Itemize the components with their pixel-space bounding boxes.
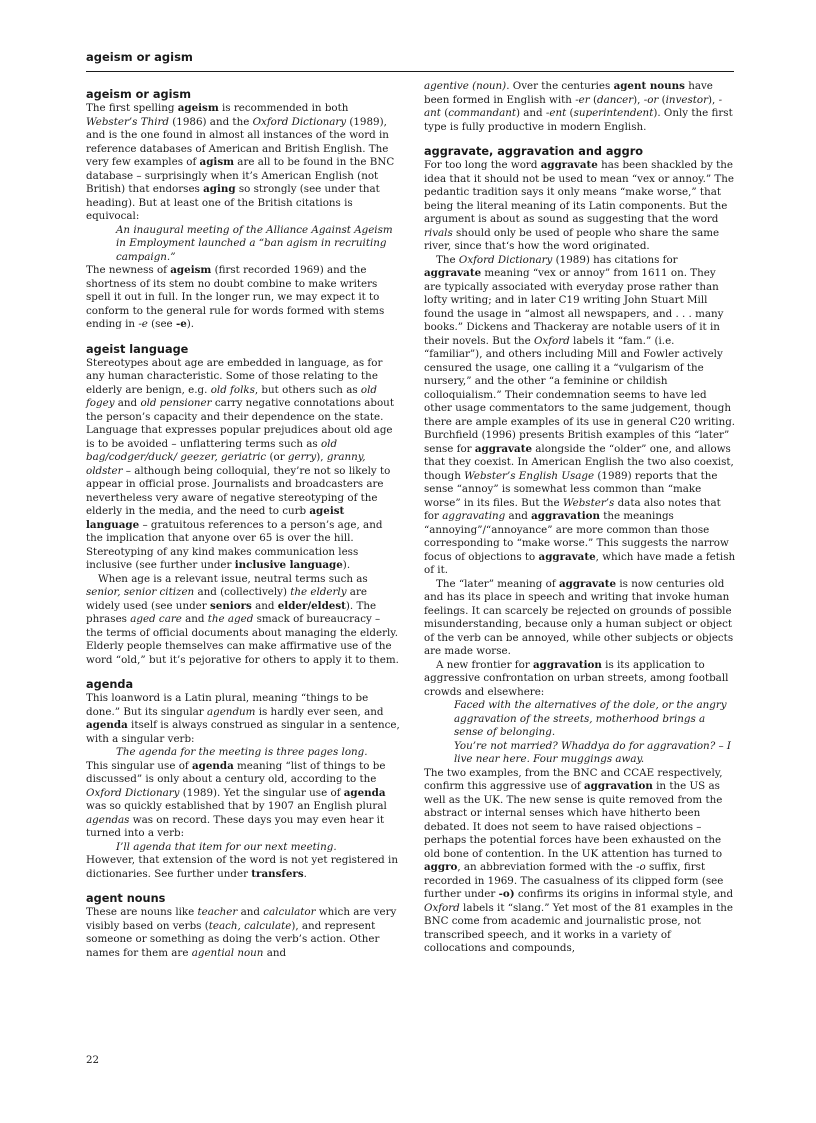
entry-agenda-para-3: However, that extension of the word is not yet registered in dictionaries. See further under transfers. <box>86 854 398 880</box>
entry-aggravate-para-1: For too long the word aggravate has been shackled by the idea that it should not be used to mean “vex or annoy.” The pedantic tradition says it only means “make worse,” that being the literal meaning of its Latin components. But the argument is about as sound as suggesting that the word rivals should only be used of people who share the same river, since that‘s how the word originated. <box>424 159 735 252</box>
entry-aggravate-quote-1: Faced with the alternatives of the dole, or the angry aggravation of the streets, motherhood brings a sense of belonging. <box>454 699 727 738</box>
entry-ageism-para-1: The first spelling ageism is recommended in both Webster’s Third (1986) and the Oxford Dictionary (1989), and is the one found in almost all instances of the word in reference databases of American and British English. The very few examples of agism are all to be found in the BNC database – surprisingly when it’s American English (not British) that endorses aging so strongly (see under that heading). But at least one of the British citations is equivocal: <box>86 102 395 222</box>
headword-ageism: ageism or agism <box>86 88 192 101</box>
right-column <box>424 80 736 956</box>
entry-ageist-para-2: When age is a relevant issue, neutral terms such as senior, senior citizen and (collectively) the elderly are widely used (see under seniors and elder/eldest). The phrases aged care and the aged smack of bureaucracy – the terms of official documents about managing the elderly. Elderly people themselves can make affirmative use of the word “old,” but it’s pejorative for others to apply it to them. <box>86 572 399 666</box>
entry-agenda-quote-1: The agenda for the meeting is three pages long. <box>116 746 368 758</box>
running-head: ageism or agism <box>86 50 193 64</box>
entry-agenda-para-2: This singular use of agenda meaning “list of things to be discussed” is only about a century old, according to the Oxford Dictionary (1989). Yet the singular use of agenda was so quickly established that by 1907 an English plural agendas was on record. These days you may even hear it turned into a verb: <box>86 759 387 839</box>
header-rule <box>86 71 734 72</box>
page-number: 22 <box>86 1054 100 1066</box>
entry-agenda-para-1: This loanword is a Latin plural, meaning “things to be done.” But its singular agendum is hardly ever seen, and agenda itself is always construed as singular in a sentence, with a singular verb: <box>86 692 400 745</box>
entry-ageism-para-2: The newness of ageism (first recorded 1969) and the shortness of its stem no doubt combine to make writers spell it out in full. In the longer run, we may expect it to conform to the general rule for words formed with stems ending in -e (see -e). <box>86 264 385 330</box>
entry-aggravate-para-4: A new frontier for aggravation is its application to aggressive confrontation on urban streets, among football crowds and elsewhere: <box>424 658 729 698</box>
entry-agent-nouns-para-1a: These are nouns like teacher and calculator which are very visibly based on verbs (teach, calculate), and represent someone or something as doing the verb’s action. Other names for them are agential noun and <box>86 906 397 959</box>
headword-ageist-language: ageist language <box>86 342 189 356</box>
entry-aggravate-para-5: The two examples, from the BNC and CCAE respectively, confirm this aggressive use of aggravation in the US as well as the UK. The new sense is quite removed from the abstract or internal senses which have hitherto been debated. It does not seem to have raised objections – perhaps the potential forces have been exhausted on the old bone of contention. In the UK attention has turned to aggro, an abbreviation formed with the -o suffix, first recorded in 1969. The casualness of its clipped form (see further under -o) confirms its origins in informal style, and Oxford labels it “slang.” Yet most of the 81 examples in the BNC come from academic and journalistic prose, not transcribed speech, and it works in a variety of collocations and compounds, <box>424 766 734 954</box>
entry-aggravate-para-3: The “later” meaning of aggravate is now centuries old and has its place in speech and writing that invoke human feelings. It can scarcely be rejected on grounds of possible misunderstanding, because only a human subject or object of the verb can be annoyed, while other subjects or objects are made worse. <box>424 577 734 657</box>
entry-agent-nouns-para-1b: agentive (noun). Over the centuries agent nouns have been formed in English with -er (dancer), -or (investor), -ant (commandant) and -ent (superintendent). Only the first type is fully productive in modern English. <box>424 80 733 133</box>
entry-aggravate-para-2: The Oxford Dictionary (1989) has citations for aggravate meaning “vex or annoy” from 1611 on. They are typically associated with everyday prose rather than lofty writing; and in later C19 writing John Stuart Mill found the usage in “almost all newspapers, and . . . many books.” Dickens and Thackeray are notable users of it in their novels. But the Oxford labels it “fam.” (i.e. “familiar”), and others including Mill and Fowler actively censured the usage, one calling it a “vulgarism of the nursery,” and the other “a feminine or childish colloquialism.” Their condemnation seems to have led other usage commentators to the same judgement, though there are ample examples of its use in general C20 writing. Burchfield (1996) presents British examples of this “later” sense for aggravate alongside the “older” one, and allows that they coexist. In American English the two also coexist, though Webster’s English Usage (1989) reports that the sense “annoy” is somewhat less common than “make worse” in its files. But the Webster’s data also notes that for aggravating and aggravation the meanings “annoying”/“annoyance” are more common than those corresponding to “make worse.” This suggests the narrow focus of objections to aggravate, which have made a fetish of it. <box>424 253 736 576</box>
entry-agenda-quote-2: I’ll agenda that item for our next meeting. <box>116 840 337 853</box>
headword-agenda: agenda <box>86 678 134 691</box>
entry-aggravate-quote-2: You’re not married? Whaddya do for aggravation? – I live near here. Four muggings away. <box>454 739 731 765</box>
entry-ageism-quote: An inaugural meeting of the Alliance Against Ageism in Employment launched a “ban agism in recruiting campaign.” <box>116 223 393 263</box>
headword-aggravate: aggravate, aggravation and aggro <box>424 145 644 158</box>
entry-ageist-para-1: Stereotypes about age are embedded in language, as for any human characteristic. Some of those relating to the elderly are benign, e.g. old folks, but others such as old fogey and old pensioner carry negative connotations about the person’s capacity and their dependence on the state. Language that expresses popular prejudices about old age is to be avoided – unflattering terms such as old bag/codger/duck/ geezer, geriatric (or gerry), granny, oldster – although being colloquial, they’re not so likely to appear in official prose. Journalists and broadcasters are nevertheless very aware of negative stereotyping of the elderly in the media, and the need to curb ageist language – gratuitous references to a person’s age, and the implication that anyone over 65 is over the hill. Stereotyping of any kind makes communication less inclusive (see further under inclusive language). <box>86 356 394 571</box>
left-column <box>86 80 400 960</box>
headword-agent-nouns: agent nouns <box>86 892 166 905</box>
